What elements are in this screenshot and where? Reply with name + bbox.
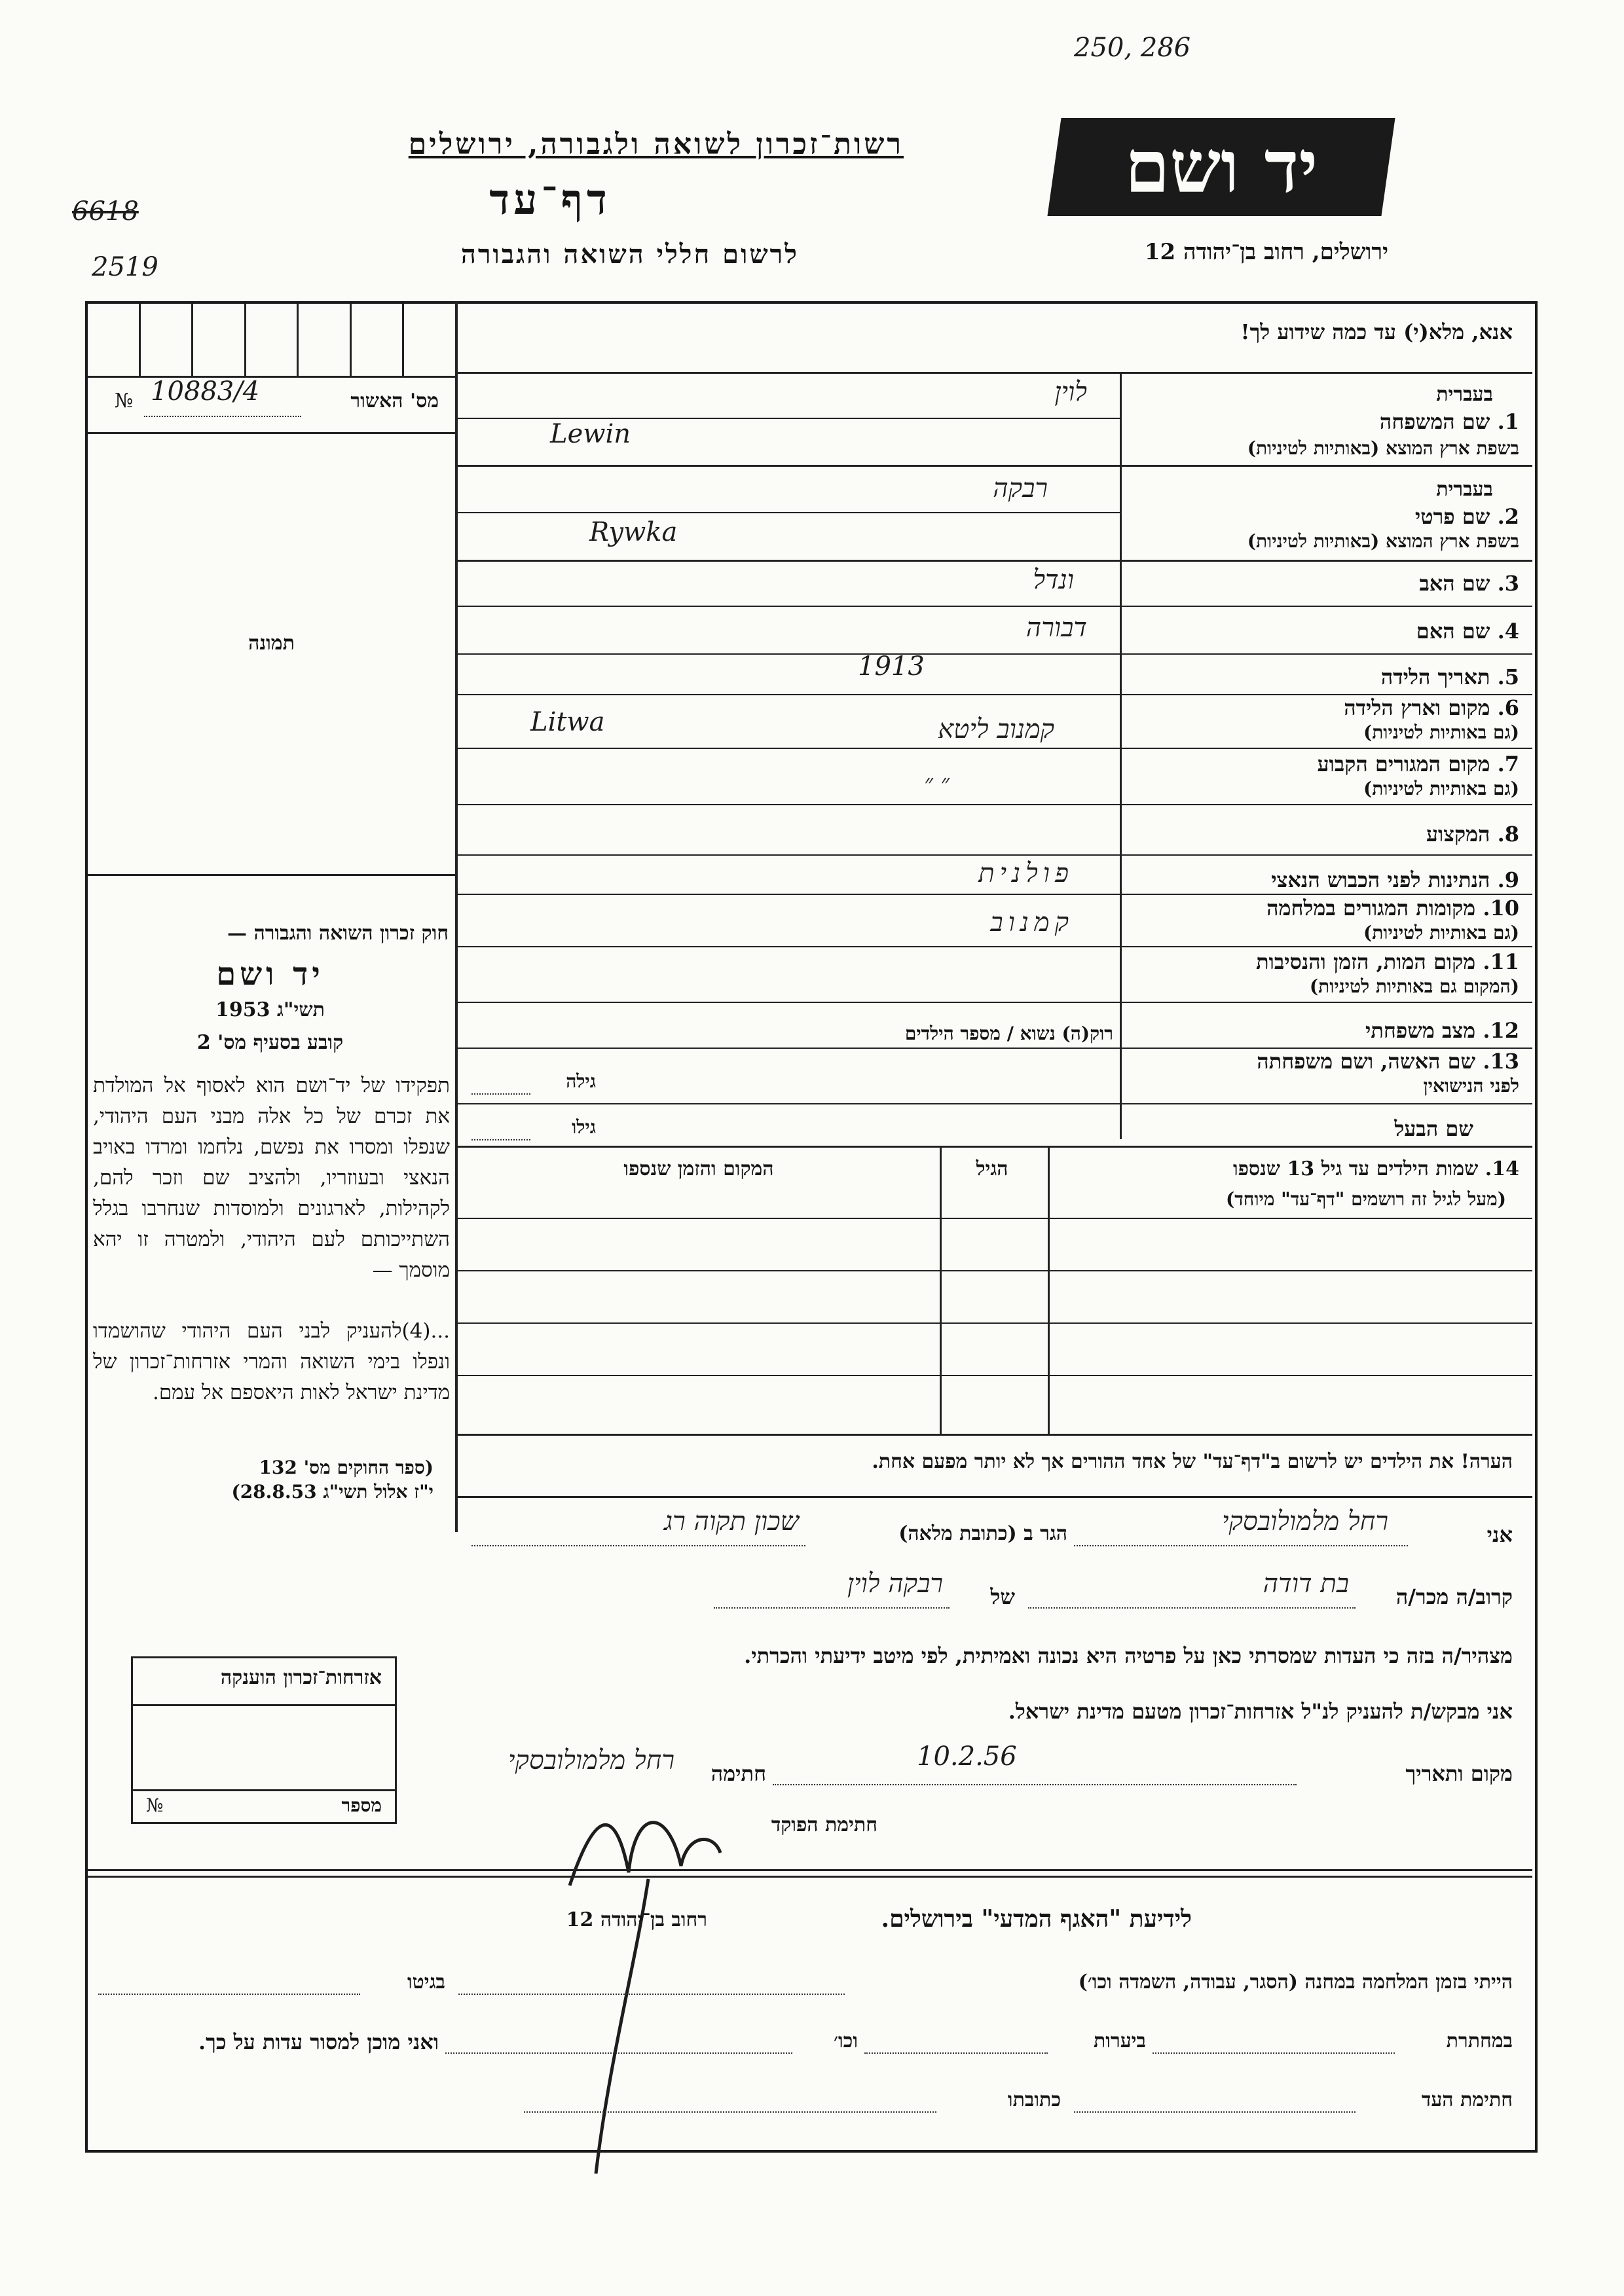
statement-1: מצהיר/ה בזה כי העדות שמסרתי כאן על פרטיה היא נכונה ואמיתית, לפי מיטב ידיעתי והכרתי. — [744, 1643, 1513, 1668]
f13-sub: לפני הנישואין — [1423, 1075, 1519, 1097]
f14-label: 14. שמות הילדים עד גיל 13 שנספו — [1232, 1157, 1519, 1180]
f7-label: 7. מקום המגורים הקבוע — [1317, 752, 1519, 776]
archive-number: 250, 286 — [1074, 33, 1191, 63]
col-age-header: הגיל — [976, 1157, 1008, 1180]
header-address: ירושלים, רחוב בן־יהודה 12 — [1144, 239, 1388, 265]
f3-label: 3. שם האב — [1419, 571, 1519, 596]
f2-sub: בשפת ארץ המוצא (באותיות לטיניות) — [1247, 530, 1519, 552]
f7-sub: (גם באותיות לטיניות) — [1363, 778, 1519, 799]
declarant-label: אני — [1486, 1522, 1513, 1547]
citizenship-number-label: מספר — [341, 1795, 382, 1816]
forests-label: ביערות — [1093, 2030, 1146, 2052]
etc-label: וכו׳ — [834, 2030, 858, 2052]
law-title: חוק זכרון השואה והגבורה — — [227, 922, 449, 945]
approval-tick-boxes — [88, 304, 455, 376]
date-value[interactable]: 10.2.56 — [917, 1741, 1017, 1772]
f9-value[interactable]: פולנית — [978, 858, 1074, 888]
f6-sub: (גם באותיות לטיניות) — [1363, 721, 1519, 743]
f2-hebrew-label: בעברית — [1436, 478, 1493, 501]
f7-value[interactable]: ״ ״ — [924, 770, 950, 797]
statement-2: אני מבקש/ת להעניק לנ"ל אזרחות־זכרון מטעם מדינת ישראל. — [1008, 1699, 1513, 1724]
wife-age-label: גילה — [566, 1070, 596, 1092]
col-place-header: המקום והזמן שנספו — [623, 1157, 774, 1180]
f2-label: 2. שם פרטי — [1414, 504, 1519, 529]
form-title: דף־עד — [489, 175, 611, 225]
f1-value-latin[interactable]: Lewin — [550, 419, 631, 449]
stamp-number-1: 6618 — [72, 196, 139, 227]
approval-label: מס' האשור — [350, 390, 439, 412]
logo-text: יד ושם — [1124, 124, 1318, 209]
f1-hebrew-label: בעברית — [1436, 383, 1493, 406]
left-column-divider — [455, 301, 458, 1532]
f8-label: 8. המקצוע — [1426, 822, 1519, 847]
f13-label: 13. שם האשה, ושם משפחתה — [1257, 1049, 1519, 1074]
label-column-divider — [1120, 372, 1122, 1139]
children-note: הערה! את הילדים יש לרשום ב"דף־עד" של אחד ההורים אך לא יותר מפעם אחת. — [872, 1450, 1513, 1473]
law-section: קובע בסעיף מס' 2 — [196, 1031, 344, 1054]
f4-label: 4. שם האם — [1416, 619, 1519, 644]
f1-value-hebrew[interactable]: לוין — [1054, 377, 1087, 407]
declarant-address[interactable]: שכון תקוה רג — [663, 1506, 799, 1537]
law-logo: יד ושם — [216, 956, 324, 993]
footer-camp-line: הייתי בזמן המלחמה במחנה (הסגר, עבודה, השמדה וכו׳) — [1078, 1971, 1513, 1994]
stamp-number-2: 2519 — [92, 252, 158, 282]
f2-value-latin[interactable]: Rywka — [589, 517, 678, 547]
law-clause: ...(4)להעניק לבני העם היהודי שהושמדו ונפלו בימי השואה והמרי אזרחות־זכרון של מדינת ישראל לאות היאספם אל עמם. — [93, 1319, 450, 1404]
photo-label: תמונה — [248, 632, 295, 655]
approval-no-prefix: № — [115, 390, 134, 412]
f10-label: 10. מקומות המגורים במלחמה — [1266, 896, 1519, 920]
of-value[interactable]: רבקה לוין — [847, 1569, 943, 1599]
f1-label: 1. שם המשפחה — [1379, 409, 1519, 434]
officer-label: חתימת הפוקד — [771, 1813, 877, 1836]
ghetto-label: בגיטו — [407, 1971, 445, 1994]
witness-signature-label: חתימת העד — [1421, 2088, 1513, 2111]
f3-value[interactable]: ונדל — [1033, 565, 1074, 595]
underground-label: במחתרת — [1446, 2030, 1513, 2052]
signature-label: חתימה — [710, 1761, 766, 1786]
f14-sub: (מעל לגיל זה רושמים "דף־עד" מיוחד) — [1226, 1188, 1506, 1210]
form-intro: אנא, מלא(י) עד כמה שידוע לך! — [1240, 319, 1513, 344]
declarant-name[interactable]: רחל מלמולובסקי — [1222, 1506, 1388, 1537]
f11-sub: (המקום גם באותיות לטיניות) — [1309, 975, 1519, 997]
f2-value-hebrew[interactable]: רבקה — [993, 473, 1048, 503]
relative-label: קרוב/ה מכר/ה — [1395, 1584, 1513, 1609]
f6-label: 6. מקום וארץ הלידה — [1344, 695, 1519, 720]
f1-sub: בשפת ארץ המוצא (באותיות לטיניות) — [1247, 437, 1519, 459]
relation-value[interactable]: בת דודה — [1263, 1569, 1349, 1599]
husband-label: שם הבעל — [1394, 1116, 1473, 1141]
f4-value[interactable]: דבורה — [1025, 613, 1087, 643]
f10-sub: (גם באותיות לטיניות) — [1363, 922, 1519, 943]
approval-number: 10883/4 — [151, 376, 260, 407]
f12-value[interactable]: רוק(ה) נשוא / מספר הילדים — [904, 1023, 1113, 1044]
f6-value-hebrew[interactable]: קמנוב ליטא — [938, 714, 1054, 744]
f6-value-latin[interactable]: Litwa — [530, 707, 605, 737]
resides-label: הגר ב (כתובת מלאה) — [898, 1522, 1067, 1545]
law-year: 1953 — [215, 998, 270, 1021]
form-subtitle: לרשום חללי השואה והגבורה — [460, 239, 799, 270]
ready-statement: ואני מוכן למסור עדות על כך. — [198, 2030, 439, 2054]
law-year-heb: תשי"ג — [277, 998, 325, 1021]
info-title: לידיעת "האגף המדעי" בירושלים. — [881, 1905, 1192, 1933]
authority-name: רשות־זכרון לשואה ולגבורה, ירושלים — [408, 128, 904, 161]
citizenship-box — [131, 1656, 397, 1824]
signature-value[interactable]: רחל מלמולובסקי — [508, 1745, 674, 1776]
f12-label: 12. מצב משפחתי — [1365, 1018, 1519, 1043]
citizenship-no-prefix: № — [146, 1795, 164, 1816]
info-address: רחוב בן־יהודה 12 — [566, 1908, 707, 1931]
law-text: תפקידו של יד־ושם הוא לאסוף אל המולדת את זכרם של כל אלה מבני העם היהודי, שנפלו ומסרו את נפשם, נלחמו ומרדו באויב הנאצי ובעוזריו, ולהציב שם וזכר להם, לקהילות, לארגונים ולמוסדות שנחרבו בגלל השתייכותם לעם היהודי, ולמטרה זו יהא מוסמך — — [93, 1074, 450, 1282]
place-date-label: מקום ותאריך — [1405, 1761, 1513, 1786]
witness-address-label: כתובתו — [1007, 2088, 1061, 2111]
law-ref-2: י"ז אלול תשי"ג 28.8.53) — [231, 1481, 434, 1503]
f11-label: 11. מקום המות, הזמן והנסיבות — [1256, 949, 1519, 974]
f5-value[interactable]: 1913 — [858, 651, 925, 682]
officer-signature-scribble — [557, 1768, 727, 2187]
law-ref-1: (ספר החוקים מס' 132 — [259, 1457, 434, 1478]
citizenship-box-title: אזרחות־זכרון הוענקה — [220, 1666, 382, 1689]
f9-label: 9. הנתינות לפני הכבוש הנאצי — [1271, 867, 1519, 892]
logo-block — [1047, 118, 1395, 216]
f10-value[interactable]: קמנוב — [990, 907, 1074, 938]
husband-age-label: גילו — [572, 1116, 596, 1138]
f5-label: 5. תאריך הלידה — [1380, 665, 1519, 689]
of-label: של — [990, 1584, 1015, 1609]
